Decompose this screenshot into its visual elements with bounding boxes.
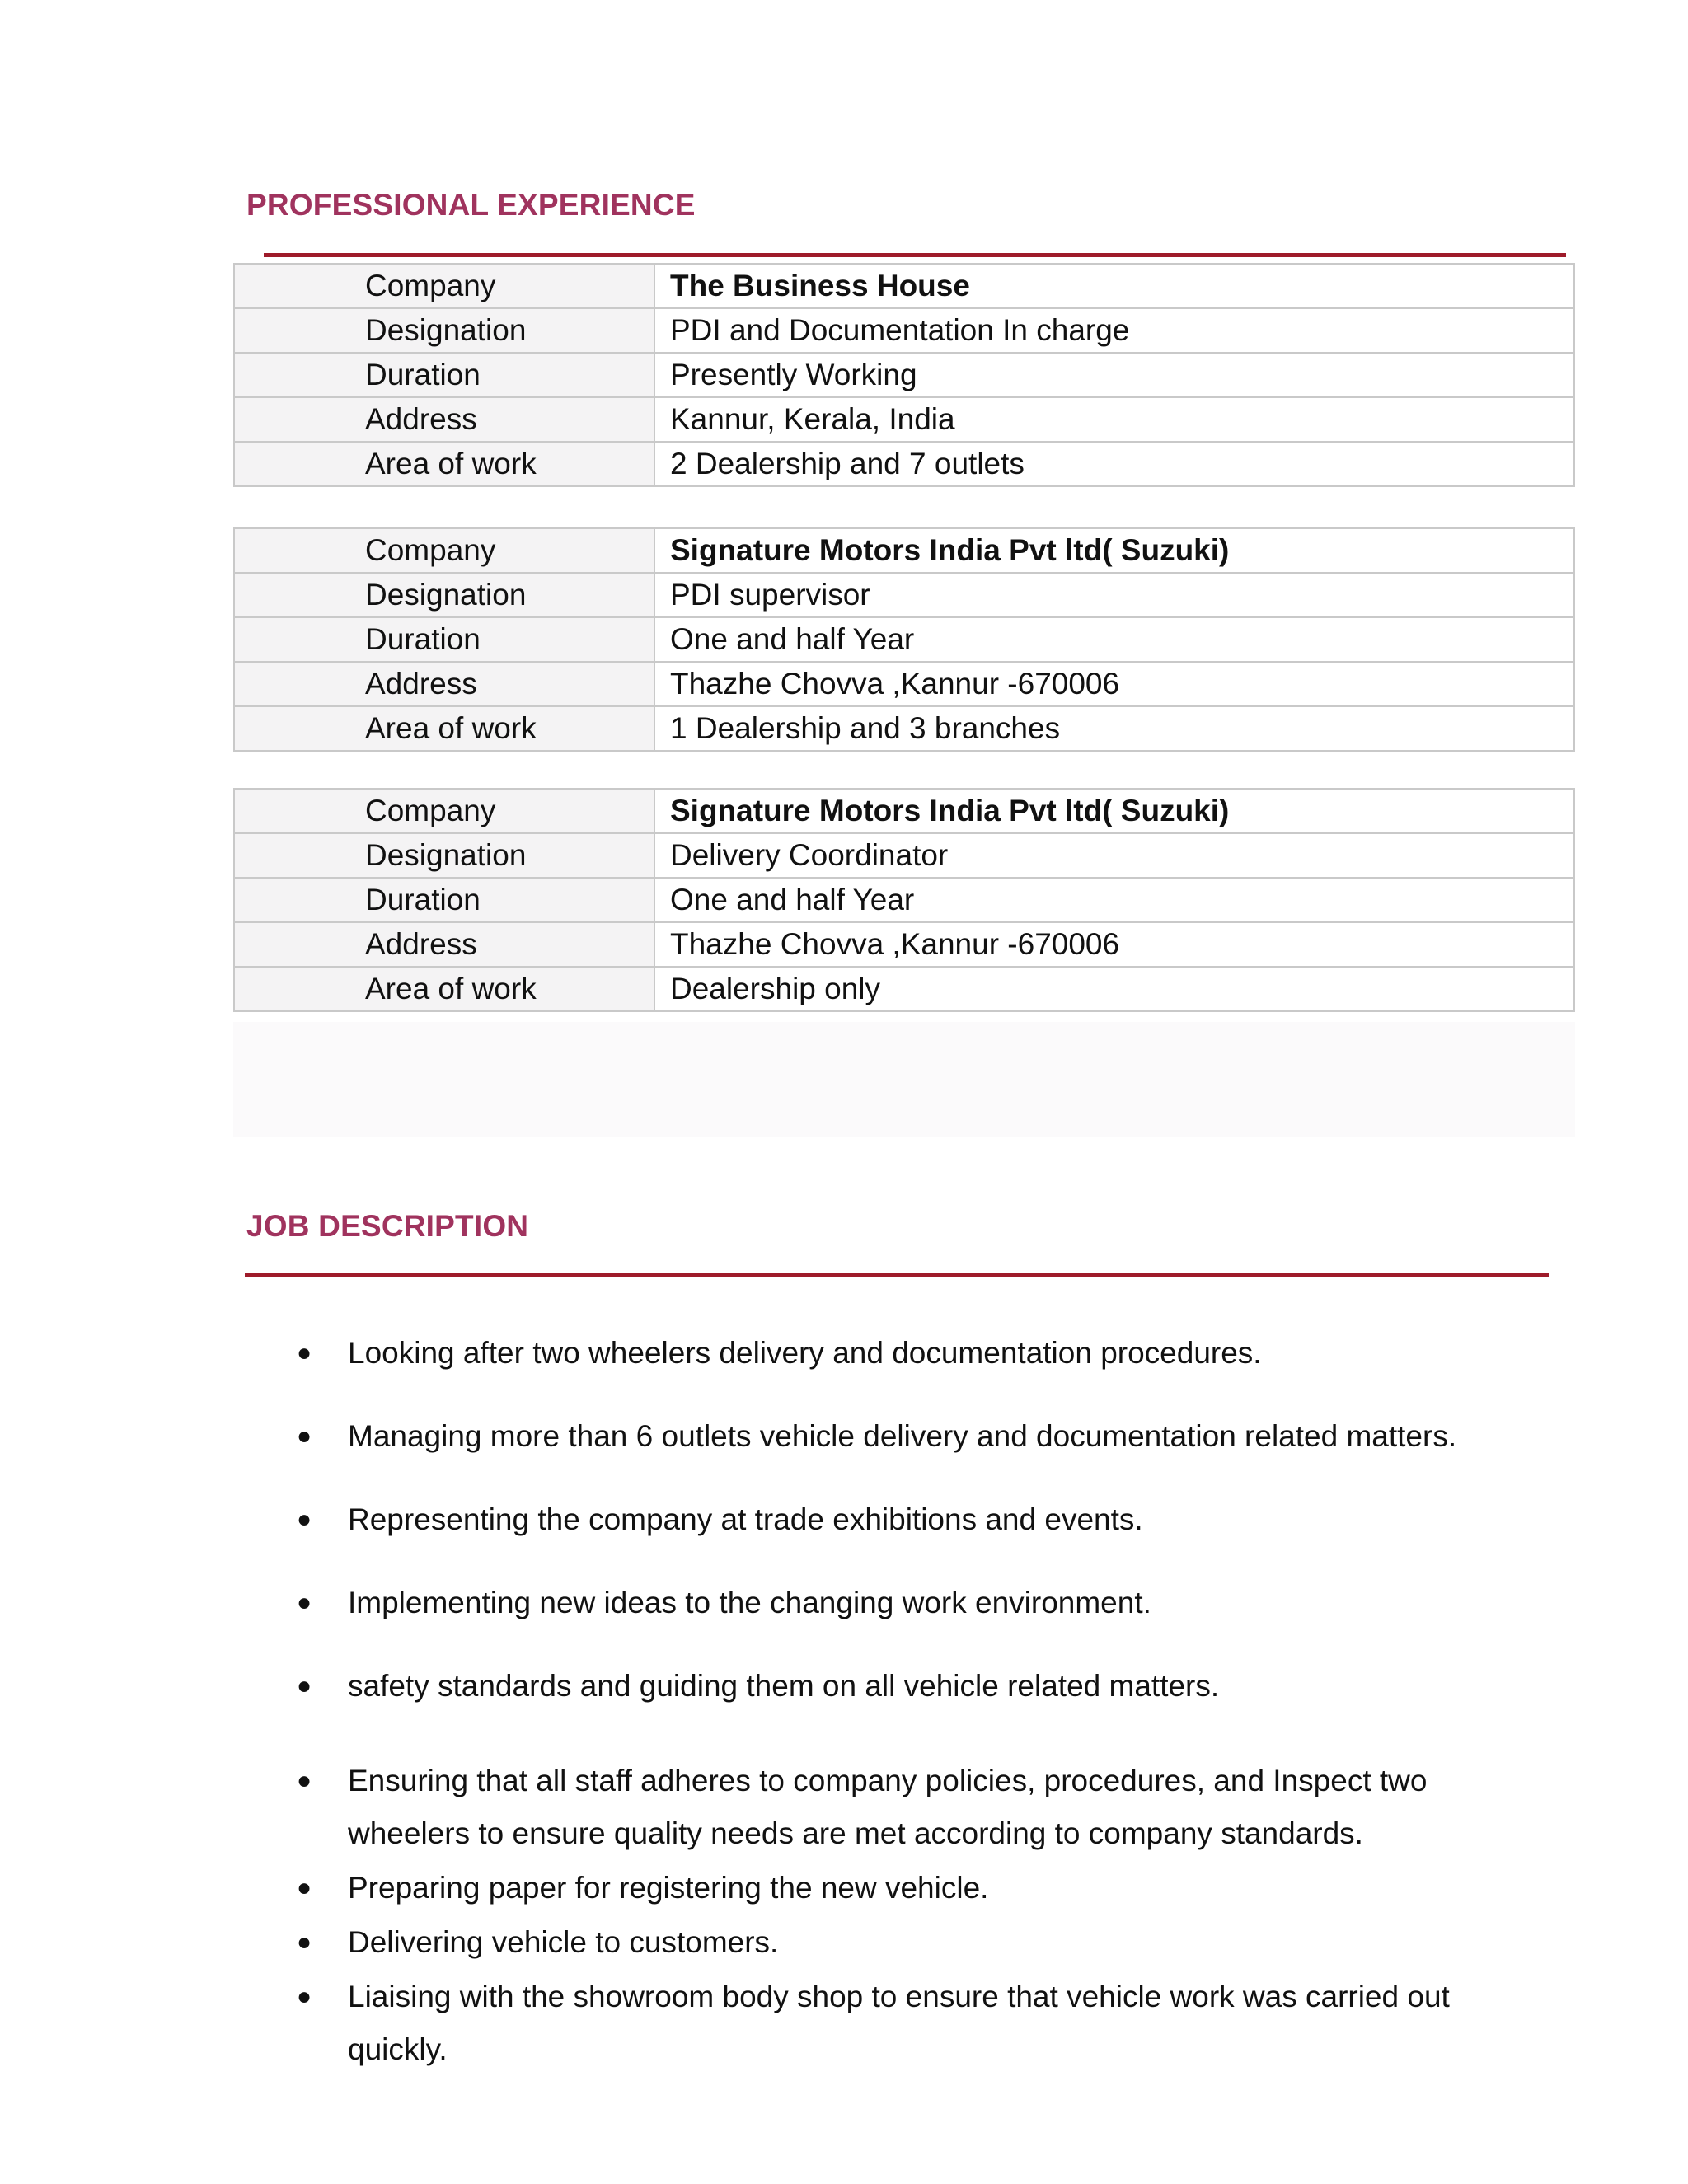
experience-divider bbox=[264, 253, 1566, 257]
list-item-text: Implementing new ideas to the changing work environment. bbox=[348, 1586, 1151, 1619]
company-value: The Business House bbox=[654, 264, 1574, 308]
list-item-text: safety standards and guiding them on all vehicle related matters. bbox=[348, 1669, 1220, 1703]
list-item-text: Managing more than 6 outlets vehicle delivery and documentation related matters. bbox=[348, 1419, 1457, 1453]
table-row bbox=[234, 353, 1574, 397]
list-item bbox=[247, 1327, 1533, 1380]
duration-value: One and half Year bbox=[654, 878, 1574, 922]
duration-value: One and half Year bbox=[654, 617, 1574, 662]
list-item bbox=[247, 1577, 1533, 1629]
experience-table-1 bbox=[233, 263, 1575, 487]
professional-experience-heading: PROFESSIONAL EXPERIENCE bbox=[246, 188, 696, 222]
table-row bbox=[234, 833, 1574, 878]
list-item-text: Preparing paper for registering the new vehicle. bbox=[348, 1871, 989, 1905]
table-row bbox=[234, 264, 1574, 308]
bullet-icon: ● bbox=[297, 1506, 312, 1533]
bullet-icon: ● bbox=[297, 1422, 312, 1450]
job-description-list bbox=[247, 1327, 1533, 2078]
table-row bbox=[234, 442, 1574, 486]
list-item-text: Looking after two wheelers delivery and documentation procedures. bbox=[348, 1336, 1262, 1370]
bullet-icon: ● bbox=[297, 1929, 312, 1956]
table-row bbox=[234, 706, 1574, 751]
address-value: Kannur, Kerala, India bbox=[654, 397, 1574, 442]
area-of-work-value: 2 Dealership and 7 outlets bbox=[654, 442, 1574, 486]
address-label: Address bbox=[234, 662, 654, 706]
list-item bbox=[247, 1862, 1533, 1915]
list-item bbox=[247, 1660, 1533, 1713]
company-value: Signature Motors India Pvt ltd( Suzuki) bbox=[654, 528, 1574, 573]
designation-value: Delivery Coordinator bbox=[654, 833, 1574, 878]
area-of-work-label: Area of work bbox=[234, 706, 654, 751]
list-item-text: Representing the company at trade exhibitions and events. bbox=[348, 1502, 1143, 1536]
job-description-heading: JOB DESCRIPTION bbox=[246, 1209, 529, 1243]
table-row bbox=[234, 528, 1574, 573]
bullet-icon: ● bbox=[297, 1589, 312, 1616]
list-item bbox=[247, 1755, 1533, 1860]
duration-value: Presently Working bbox=[654, 353, 1574, 397]
table-row bbox=[234, 789, 1574, 833]
area-of-work-value: 1 Dealership and 3 branches bbox=[654, 706, 1574, 751]
table-row bbox=[234, 573, 1574, 617]
list-item-text: Delivering vehicle to customers. bbox=[348, 1925, 779, 1959]
bullet-icon: ● bbox=[297, 1767, 312, 1794]
table-row bbox=[234, 308, 1574, 353]
duration-label: Duration bbox=[234, 353, 654, 397]
address-label: Address bbox=[234, 397, 654, 442]
designation-value: PDI and Documentation In charge bbox=[654, 308, 1574, 353]
bullet-icon: ● bbox=[297, 1339, 312, 1366]
table-row bbox=[234, 967, 1574, 1011]
list-item-text: Ensuring that all staff adheres to company policies, procedures, and Inspect two wheelers to ensure quality needs are met according to company standards. bbox=[348, 1764, 1428, 1850]
table-row bbox=[234, 662, 1574, 706]
duration-label: Duration bbox=[234, 878, 654, 922]
designation-value: PDI supervisor bbox=[654, 573, 1574, 617]
list-item bbox=[247, 1493, 1533, 1546]
list-item-text: Liaising with the showroom body shop to ensure that vehicle work was carried out quickly. bbox=[348, 1980, 1450, 2066]
designation-label: Designation bbox=[234, 833, 654, 878]
list-item bbox=[247, 1916, 1533, 1969]
table-row bbox=[234, 617, 1574, 662]
company-label: Company bbox=[234, 264, 654, 308]
experience-table-2 bbox=[233, 527, 1575, 752]
experience-table-3 bbox=[233, 788, 1575, 1012]
company-value: Signature Motors India Pvt ltd( Suzuki) bbox=[654, 789, 1574, 833]
table-row bbox=[234, 878, 1574, 922]
job-description-divider bbox=[245, 1273, 1549, 1277]
company-label: Company bbox=[234, 528, 654, 573]
address-value: Thazhe Chovva ,Kannur -670006 bbox=[654, 922, 1574, 967]
address-label: Address bbox=[234, 922, 654, 967]
page-shade bbox=[233, 1022, 1575, 1137]
area-of-work-value: Dealership only bbox=[654, 967, 1574, 1011]
bullet-icon: ● bbox=[297, 1983, 312, 2010]
area-of-work-label: Area of work bbox=[234, 967, 654, 1011]
bullet-icon: ● bbox=[297, 1874, 312, 1901]
list-item bbox=[247, 1971, 1533, 2076]
designation-label: Designation bbox=[234, 573, 654, 617]
designation-label: Designation bbox=[234, 308, 654, 353]
table-row bbox=[234, 922, 1574, 967]
address-value: Thazhe Chovva ,Kannur -670006 bbox=[654, 662, 1574, 706]
duration-label: Duration bbox=[234, 617, 654, 662]
area-of-work-label: Area of work bbox=[234, 442, 654, 486]
company-label: Company bbox=[234, 789, 654, 833]
table-row bbox=[234, 397, 1574, 442]
bullet-icon: ● bbox=[297, 1672, 312, 1699]
list-item bbox=[247, 1410, 1533, 1463]
